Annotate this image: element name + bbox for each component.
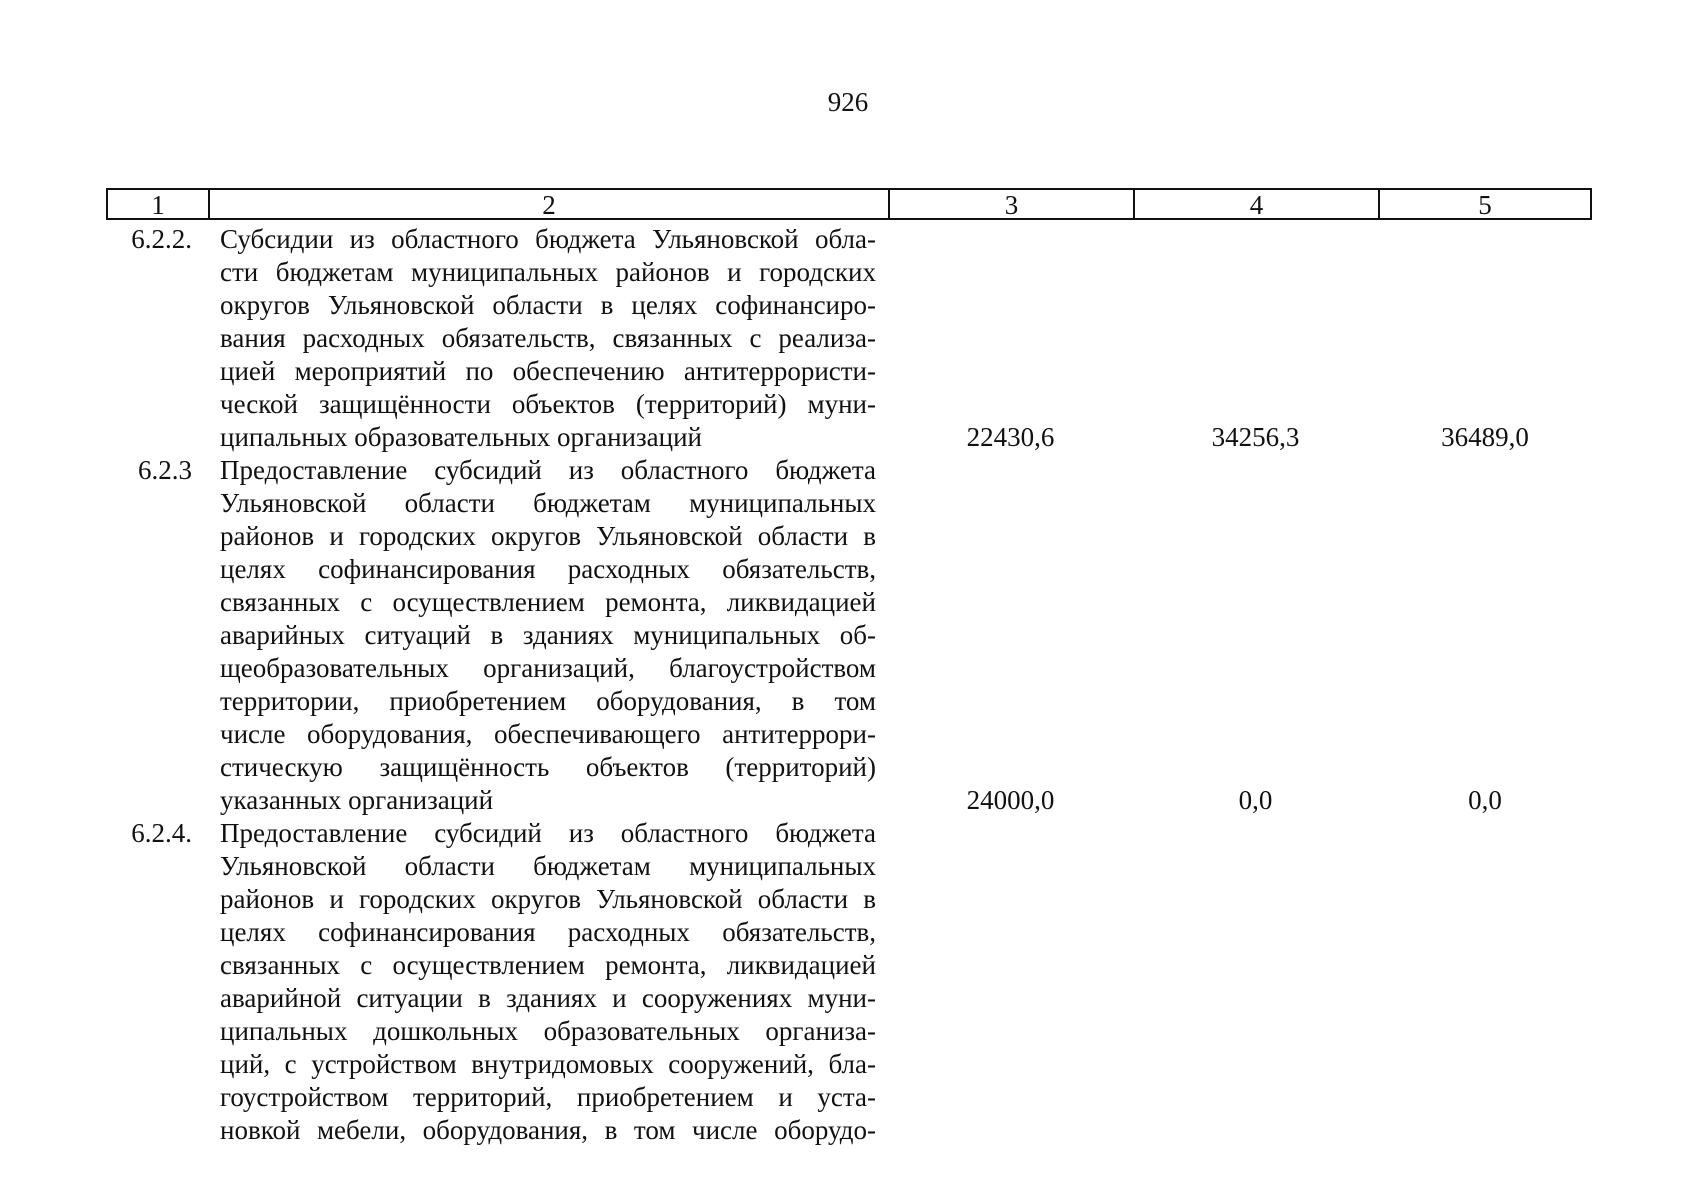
table-header-row bbox=[106, 188, 1592, 220]
text-line: ческой защищённости объектов (территорий) муни- bbox=[220, 389, 876, 419]
row-value-col-4: 34256,3 bbox=[1211, 422, 1300, 452]
text-line: аварийной ситуации в зданиях и сооружениях муни- bbox=[220, 983, 876, 1013]
row-value-col-3: 22430,6 bbox=[966, 422, 1055, 452]
text-line: аварийных ситуаций в зданиях муниципальных об- bbox=[220, 620, 876, 650]
row-description bbox=[220, 454, 876, 817]
text-line: указанных организаций bbox=[220, 785, 494, 815]
text-line: территории, приобретением оборудования, в том bbox=[220, 686, 876, 716]
text-line: числе оборудования, обеспечивающего антитеррори- bbox=[220, 719, 876, 749]
text-line: связанных с осуществлением ремонта, ликвидацией bbox=[220, 950, 876, 980]
text-line: ций, с устройством внутридомовых сооружений, бла- bbox=[220, 1049, 876, 1079]
text-line: щеобразовательных организаций, благоустройством bbox=[220, 653, 876, 683]
page-number: 926 bbox=[827, 87, 869, 117]
header-col-1: 1 bbox=[108, 190, 210, 218]
text-line: ципальных образовательных организаций bbox=[220, 422, 702, 452]
row-number: 6.2.3 bbox=[138, 455, 192, 485]
row-number: 6.2.2. bbox=[131, 224, 192, 254]
text-line: Предоставление субсидий из областного бюджета bbox=[220, 455, 876, 485]
text-line: районов и городских округов Ульяновской области в bbox=[220, 884, 876, 914]
text-line: Субсидии из областного бюджета Ульяновской обла- bbox=[220, 224, 876, 254]
text-line: связанных с осуществлением ремонта, ликвидацией bbox=[220, 587, 876, 617]
text-line: Ульяновской области бюджетам муниципальных bbox=[220, 851, 876, 881]
text-line: Предоставление субсидий из областного бюджета bbox=[220, 818, 876, 848]
header-col-2: 2 bbox=[210, 190, 890, 218]
row-description bbox=[220, 223, 876, 454]
text-line: сти бюджетам муниципальных районов и городских bbox=[220, 257, 876, 287]
text-line: вания расходных обязательств, связанных с реализа- bbox=[220, 323, 876, 353]
text-line: стическую защищённость объектов (территорий) bbox=[220, 752, 876, 782]
text-line: гоустройством территорий, приобретением и уста- bbox=[220, 1082, 876, 1112]
text-line: Ульяновской области бюджетам муниципальных bbox=[220, 488, 876, 518]
row-value-col-5: 36489,0 bbox=[1441, 422, 1529, 452]
header-col-3: 3 bbox=[890, 190, 1135, 218]
text-line: целях софинансирования расходных обязательств, bbox=[220, 554, 876, 584]
row-value-col-5: 0,0 bbox=[1468, 785, 1502, 815]
text-line: ципальных дошкольных образовательных организа- bbox=[220, 1016, 876, 1046]
text-line: новкой мебели, оборудования, в том числе оборудо- bbox=[220, 1115, 876, 1145]
header-col-4: 4 bbox=[1135, 190, 1380, 218]
row-value-col-4: 0,0 bbox=[1238, 785, 1273, 815]
text-line: районов и городских округов Ульяновской области в bbox=[220, 521, 876, 551]
row-value-col-3: 24000,0 bbox=[966, 785, 1055, 815]
row-description bbox=[220, 817, 876, 1147]
text-line: целях софинансирования расходных обязательств, bbox=[220, 917, 876, 947]
row-number: 6.2.4. bbox=[131, 818, 192, 848]
text-line: цией мероприятий по обеспечению антитеррористи- bbox=[220, 356, 876, 386]
text-line: округов Ульяновской области в целях софинансиро- bbox=[220, 290, 876, 320]
header-col-5: 5 bbox=[1478, 190, 1492, 220]
